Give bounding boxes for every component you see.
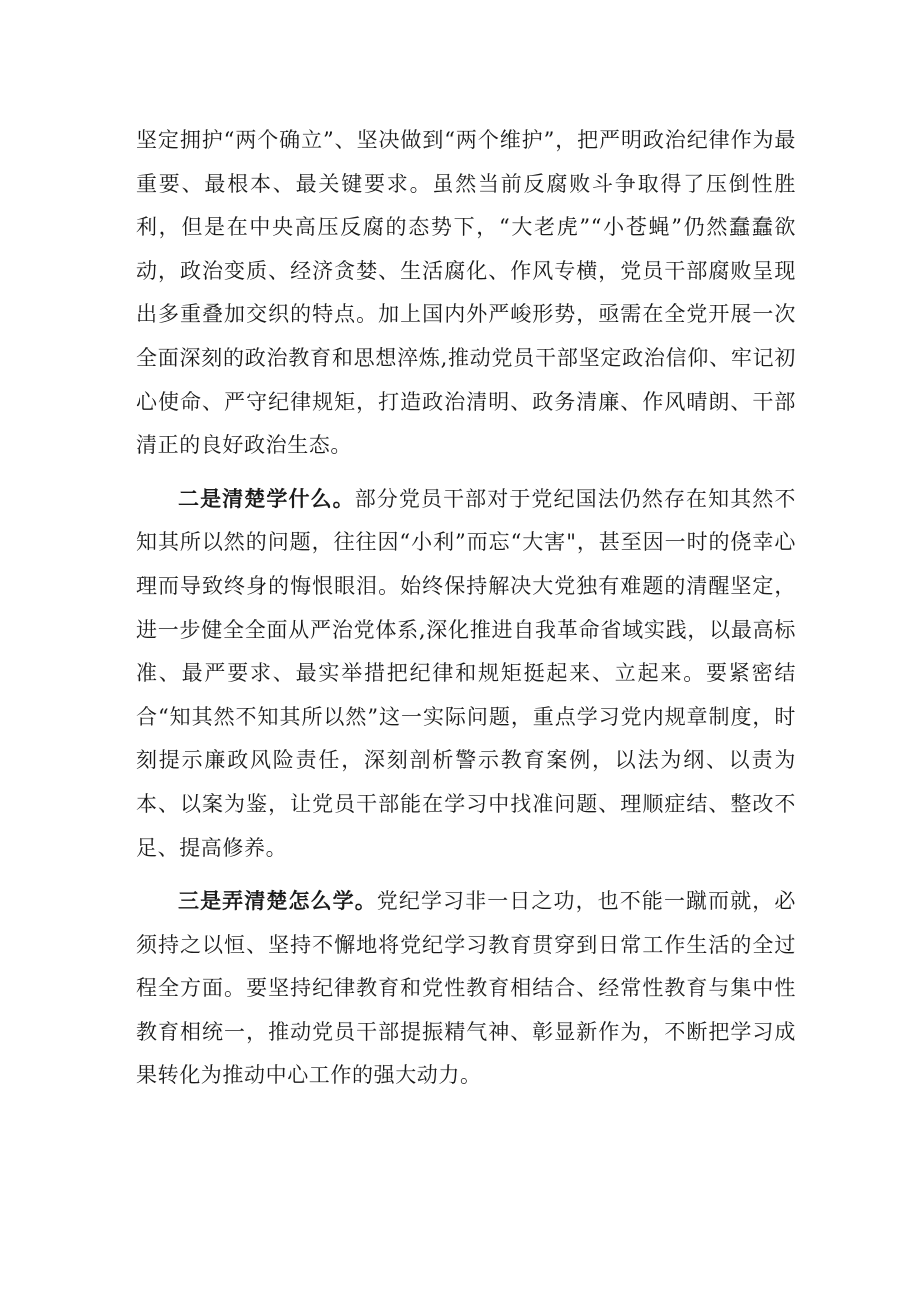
paragraph-text: 部分党员干部对于党纪国法仍然存在知其然不知其所以然的问题，往往因“小利”而忘“大害"，甚至因一时的侥幸心理而导致终身的悔恨眼泪。始终保持解决大党独有难题的清醒坚定，进一步健全全面从严治党体系,深化推进自我革命省域实践，以最高标准、最严要求、最实举措把纪律和规矩挺起来、立起来。要紧密结合“知其然不知其所以然”这一实际问题，重点学习党内规章制度，时刻提示廉政风险责任，深刻剖析警示教育案例，以法为纲、以责为本、以案为鉴，让党员干部能在学习中找准问题、理顺症结、整改不足、提高修养。 bbox=[136, 486, 796, 860]
paragraph-how-to-learn bbox=[136, 879, 796, 1098]
paragraph-text: 党纪学习非一日之功，也不能一蹴而就，必须持之以恒、坚持不懈地将党纪学习教育贯穿到日常工作生活的全过程全方面。要坚持纪律教育和党性教育相结合、经常性教育与集中性教育相统一，推动党员干部提振精气神、彰显新作为，不断把学习成果转化为推动中心工作的强大动力。 bbox=[136, 889, 796, 1088]
document-body bbox=[136, 118, 796, 1107]
paragraph-lead: 三是弄清楚怎么学。 bbox=[178, 888, 377, 914]
paragraph-political-discipline bbox=[136, 118, 796, 468]
paragraph-text: 坚定拥护“两个确立”、坚决做到“两个维护”，把严明政治纪律作为最重要、最根本、最关键要求。虽然当前反腐败斗争取得了压倒性胜利，但是在中央高压反腐的态势下，“大老虎”“小苍蝇”仍然蠢蠢欲动，政治变质、经济贪婪、生活腐化、作风专横，党员干部腐败呈现出多重叠加交织的特点。加上国内外严峻形势，亟需在全党开展一次全面深刻的政治教育和思想淬炼,推动党员干部坚定政治信仰、牢记初心使命、严守纪律规矩，打造政治清明、政务清廉、作风晴朗、干部清正的良好政治生态。 bbox=[136, 128, 796, 458]
paragraph-lead: 二是清楚学什么。 bbox=[178, 485, 355, 511]
paragraph-what-to-learn bbox=[136, 477, 796, 870]
